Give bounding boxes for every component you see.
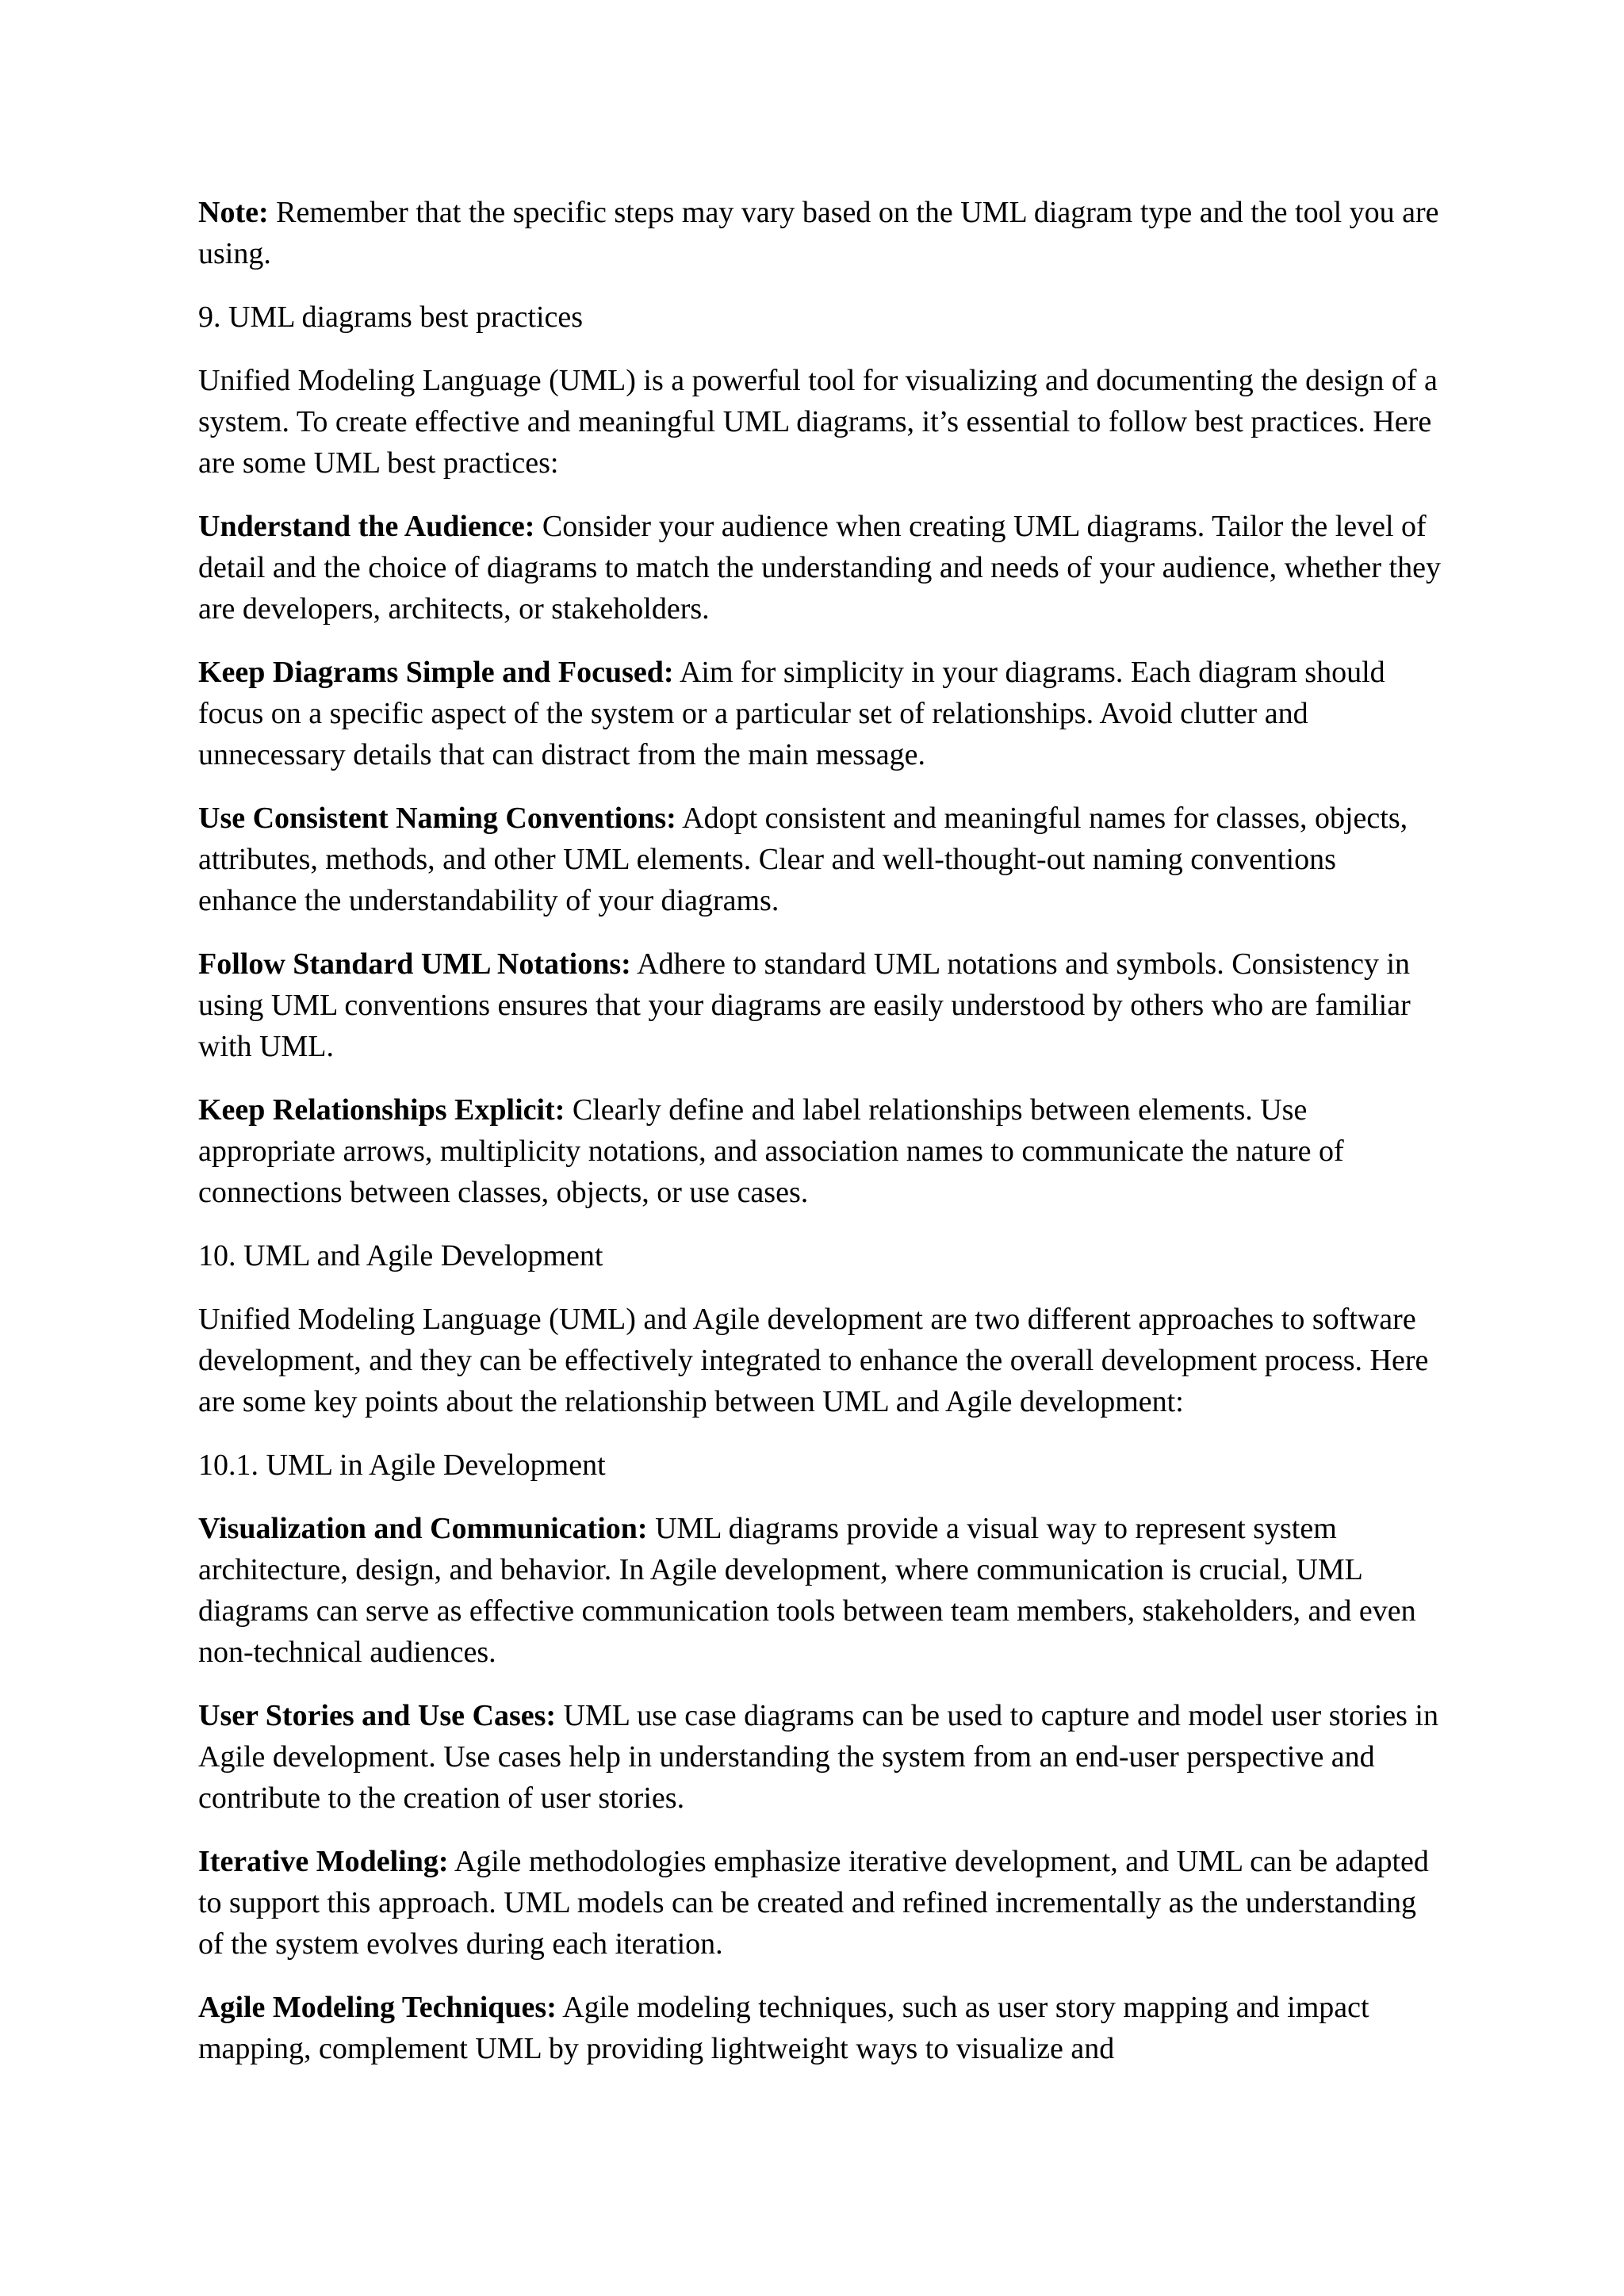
subsection-heading-uml-in-agile: 10.1. UML in Agile Development [198,1448,606,1482]
practice-understand-audience [198,506,1442,629]
practice-naming-conventions-lead: Use Consistent Naming Conventions: [198,802,676,835]
practice-understand-audience-lead: Understand the Audience: [198,510,535,543]
practice-understand-audience-text: Consider your audience when creating UML diagrams. Tailor the level of detail and the choice of diagrams to match the understanding and needs of your audience, whether they are developers, architects, or stakeholders. [198,510,1441,626]
point-visualization-communication-text: UML diagrams provide a visual way to represent system architecture, design, and behavior. In Agile development, where communication is crucial, UML diagrams can serve as effective communication tools between team members, stakeholders, and even non-technical audiences. [198,1512,1416,1669]
point-iterative-modeling-lead: Iterative Modeling: [198,1845,449,1878]
point-agile-modeling-techniques-lead: Agile Modeling Techniques: [198,1991,557,2024]
practice-explicit-relationships-text: Clearly define and label relationships between elements. Use appropriate arrows, multiplicity notations, and association names to communicate the nature of connections between classes, objects, or use cases. [198,1093,1344,1209]
practice-keep-simple [198,652,1442,775]
uml-agile-intro-text: Unified Modeling Language (UML) and Agile development are two different approaches to software development, and they can be effectively integrated to enhance the overall development process. Here are some key points about the relationship between UML and Agile development: [198,1303,1429,1418]
point-user-stories-use-cases-lead: User Stories and Use Cases: [198,1699,557,1732]
practice-naming-conventions [198,798,1442,921]
best-practices-intro [198,360,1442,484]
best-practices-intro-text: Unified Modeling Language (UML) is a powerful tool for visualizing and documenting the design of a system. To create effective and meaningful UML diagrams, it’s essential to follow best practices. Here are some UML best practices: [198,364,1438,480]
note-text: Remember that the specific steps may vary based on the UML diagram type and the tool you are using. [198,196,1439,270]
practice-keep-simple-lead: Keep Diagrams Simple and Focused: [198,656,674,689]
practice-standard-notations-text: Adhere to standard UML notations and symbols. Consistency in using UML conventions ensures that your diagrams are easily understood by others who are familiar with UML. [198,947,1411,1063]
point-visualization-communication-lead: Visualization and Communication: [198,1512,648,1545]
practice-standard-notations [198,943,1442,1067]
note-paragraph [198,192,1442,274]
point-agile-modeling-techniques-text: Agile modeling techniques, such as user story mapping and impact mapping, complement UML by providing lightweight ways to visualize and [198,1991,1369,2065]
note-lead: Note: [198,196,269,229]
practice-naming-conventions-text: Adopt consistent and meaningful names for classes, objects, attributes, methods, and other UML elements. Clear and well-thought-out naming conventions enhance the understandability of your diagrams. [198,802,1408,917]
practice-standard-notations-lead: Follow Standard UML Notations: [198,947,631,981]
point-iterative-modeling [198,1841,1442,1965]
point-agile-modeling-techniques [198,1987,1442,2069]
section-heading-best-practices: 9. UML diagrams best practices [198,300,584,334]
point-user-stories-use-cases [198,1695,1442,1819]
practice-explicit-relationships [198,1089,1442,1213]
point-visualization-communication [198,1508,1442,1673]
point-user-stories-use-cases-text: UML use case diagrams can be used to capture and model user stories in Agile development. Use cases help in understanding the system from an end-user perspective and contribute to the creation of user stories. [198,1699,1438,1815]
practice-keep-simple-text: Aim for simplicity in your diagrams. Each diagram should focus on a specific aspect of the system or a particular set of relationships. Avoid clutter and unnecessary details that can distract from the main message. [198,656,1385,771]
practice-explicit-relationships-lead: Keep Relationships Explicit: [198,1093,565,1127]
point-iterative-modeling-text: Agile methodologies emphasize iterative development, and UML can be adapted to support this approach. UML models can be created and refined incrementally as the understanding of the system evolves during each iteration. [198,1845,1429,1961]
section-heading-uml-agile: 10. UML and Agile Development [198,1239,603,1272]
uml-agile-intro [198,1299,1442,1422]
